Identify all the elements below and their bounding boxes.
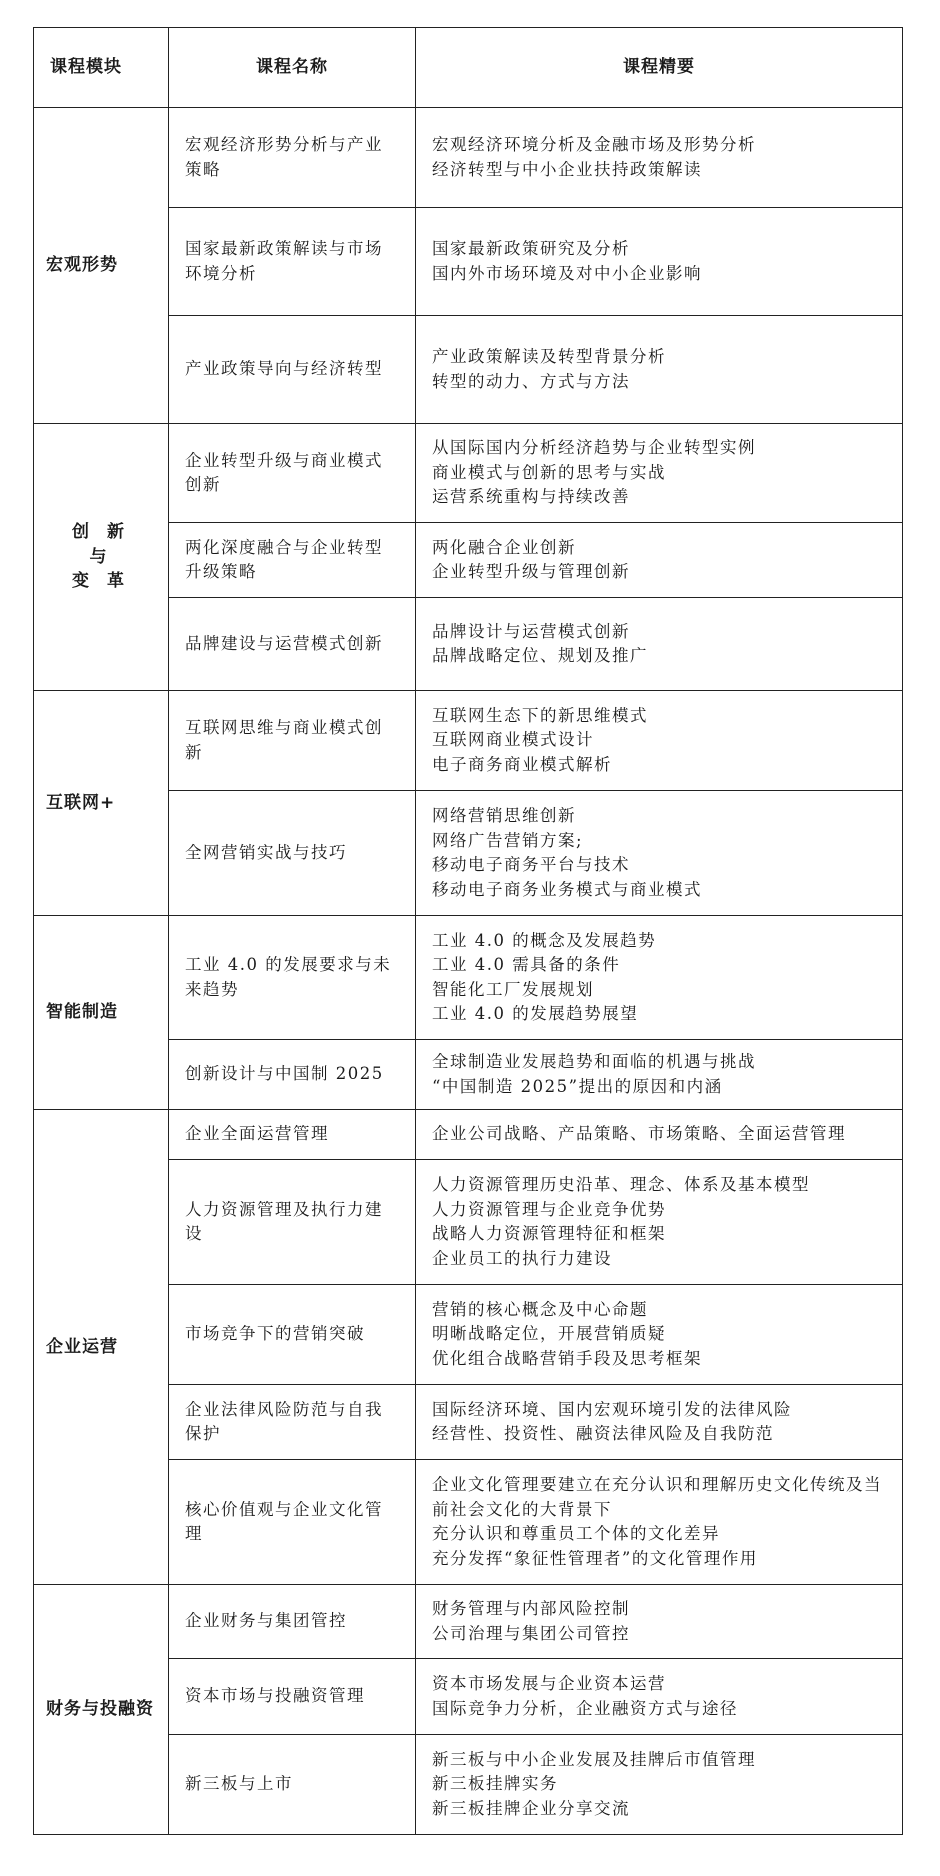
module-label-line: 创 新 xyxy=(72,522,130,543)
course-name xyxy=(169,791,416,916)
summary-point: 宏观经济环境分析及金融市场及形势分析 xyxy=(432,135,756,154)
course-summary xyxy=(416,1460,903,1585)
summary-point: 网络广告营销方案; xyxy=(432,830,584,850)
course-summary xyxy=(416,1735,903,1835)
course-name xyxy=(169,916,416,1040)
course-name xyxy=(169,1460,416,1585)
summary-point: 网络营销思维创新 xyxy=(432,806,576,825)
module-label xyxy=(34,108,169,424)
course-name-text: 宏观经济形势分析与产业策略 xyxy=(185,135,383,179)
summary-point: 产业政策解读及转型背景分析 xyxy=(432,347,666,366)
course-name xyxy=(169,208,416,316)
summary-point: 两化融合企业创新 xyxy=(432,537,576,557)
course-name xyxy=(169,598,416,691)
course-name-text: 核心价值观与企业文化管理 xyxy=(185,1499,383,1543)
course-name xyxy=(169,316,416,424)
summary-point: 转型的动力、方式与方法 xyxy=(432,371,630,391)
course-summary xyxy=(416,1585,903,1659)
course-name-text: 国家最新政策解读与市场环境分析 xyxy=(185,239,383,283)
summary-point: 国家最新政策研究及分析 xyxy=(432,239,630,258)
summary-point: 企业转型升级与管理创新 xyxy=(432,562,630,581)
summary-point: 财务管理与内部风险控制 xyxy=(432,1599,630,1618)
summary-point: 充分认识和尊重员工个体的文化差异 xyxy=(432,1524,720,1543)
table-row xyxy=(34,1585,903,1659)
course-name xyxy=(169,1160,416,1285)
summary-point: 电子商务商业模式解析 xyxy=(432,754,612,774)
summary-point: 工业 4.0 需具备的条件 xyxy=(432,955,621,974)
course-name-text: 产业政策导向与经济转型 xyxy=(185,359,383,379)
summary-point: 企业公司战略、产品策略、市场策略、全面运营管理 xyxy=(432,1124,846,1144)
course-summary xyxy=(416,916,903,1040)
course-name xyxy=(169,523,416,598)
course-name-text: 品牌建设与运营模式创新 xyxy=(185,633,383,653)
course-table xyxy=(33,27,903,1835)
summary-point: 明晰战略定位，开展营销质疑 xyxy=(432,1324,666,1344)
table-row xyxy=(34,1110,903,1160)
course-name xyxy=(169,1040,416,1110)
header-module: 课程模块 xyxy=(34,28,169,108)
module-label xyxy=(34,916,169,1110)
module-label xyxy=(34,1585,169,1835)
course-summary xyxy=(416,691,903,791)
summary-point: 企业员工的执行力建设 xyxy=(432,1248,612,1268)
course-name xyxy=(169,1110,416,1160)
course-name-text: 互联网思维与商业模式创新 xyxy=(185,718,383,762)
course-summary xyxy=(416,1110,903,1160)
module-label-line: 企业运营 xyxy=(46,1336,118,1357)
module-label xyxy=(34,1110,169,1585)
course-name-text: 企业财务与集团管控 xyxy=(185,1611,347,1631)
course-summary xyxy=(416,208,903,316)
course-name xyxy=(169,108,416,208)
summary-point: 互联网生态下的新思维模式 xyxy=(432,705,648,725)
course-summary xyxy=(416,523,903,598)
course-name xyxy=(169,1385,416,1460)
course-name-text: 资本市场与投融资管理 xyxy=(185,1686,365,1706)
course-name-text: 企业全面运营管理 xyxy=(185,1124,329,1144)
summary-point: 经营性、投资性、融资法律风险及自我防范 xyxy=(432,1424,774,1443)
table-body xyxy=(34,108,903,1835)
course-name-text: 新三板与上市 xyxy=(185,1774,293,1794)
course-name-text: 创新设计与中国制 2025 xyxy=(185,1064,384,1084)
summary-point: “中国制造 2025”提出的原因和内涵 xyxy=(432,1076,723,1096)
summary-point: 从国际国内分析经济趋势与企业转型实例 xyxy=(432,438,756,458)
summary-point: 工业 4.0 的概念及发展趋势 xyxy=(432,930,657,950)
course-summary xyxy=(416,1285,903,1385)
module-label-line: 变 革 xyxy=(72,571,130,592)
module-label-line: 智能制造 xyxy=(46,1002,118,1023)
module-label-line: 互联网+ xyxy=(46,792,116,813)
course-name xyxy=(169,1585,416,1659)
table-row xyxy=(34,108,903,208)
summary-point: 品牌设计与运营模式创新 xyxy=(432,621,630,641)
summary-point: 优化组合战略营销手段及思考框架 xyxy=(432,1348,702,1368)
header-course-name: 课程名称 xyxy=(169,28,416,108)
summary-point: 新三板挂牌企业分享交流 xyxy=(432,1798,630,1818)
summary-point: 运营系统重构与持续改善 xyxy=(432,487,630,507)
summary-point: 新三板挂牌实务 xyxy=(432,1774,558,1794)
summary-point: 营销的核心概念及中心命题 xyxy=(432,1299,648,1319)
course-summary xyxy=(416,108,903,208)
summary-point: 智能化工厂发展规划 xyxy=(432,979,594,999)
course-name-text: 人力资源管理及执行力建设 xyxy=(185,1199,383,1243)
summary-point: 移动电子商务业务模式与商业模式 xyxy=(432,879,702,899)
course-name-text: 工业 4.0 的发展要求与未来趋势 xyxy=(185,955,392,999)
course-summary xyxy=(416,1385,903,1460)
summary-point: 互联网商业模式设计 xyxy=(432,730,594,750)
summary-point: 商业模式与创新的思考与实战 xyxy=(432,462,666,482)
course-name-text: 市场竞争下的营销突破 xyxy=(185,1324,365,1344)
module-label xyxy=(34,424,169,691)
course-name xyxy=(169,1659,416,1735)
summary-point: 新三板与中小企业发展及挂牌后市值管理 xyxy=(432,1749,756,1769)
summary-point: 资本市场发展与企业资本运营 xyxy=(432,1674,666,1693)
summary-point: 全球制造业发展趋势和面临的机遇与挑战 xyxy=(432,1052,756,1071)
course-name xyxy=(169,1285,416,1385)
table-header-row xyxy=(34,28,903,108)
summary-point: 公司治理与集团公司管控 xyxy=(432,1623,630,1643)
summary-point: 战略人力资源管理特征和框架 xyxy=(432,1224,666,1243)
table-row xyxy=(34,691,903,791)
summary-point: 企业文化管理要建立在充分认识和理解历史文化传统及当前社会文化的大背景下 xyxy=(432,1475,882,1519)
summary-point: 国际经济环境、国内宏观环境引发的法律风险 xyxy=(432,1399,792,1419)
table-row xyxy=(34,916,903,1040)
summary-point: 移动电子商务平台与技术 xyxy=(432,855,630,874)
summary-point: 人力资源管理与企业竞争优势 xyxy=(432,1199,666,1219)
summary-point: 充分发挥“象征性管理者”的文化管理作用 xyxy=(432,1548,758,1568)
header-course-summary: 课程精要 xyxy=(416,28,903,108)
module-label-line: 与 xyxy=(89,546,113,567)
course-name-text: 企业法律风险防范与自我保护 xyxy=(185,1399,383,1443)
summary-point: 工业 4.0 的发展趋势展望 xyxy=(432,1004,639,1023)
course-summary xyxy=(416,791,903,916)
course-summary xyxy=(416,1040,903,1110)
course-summary xyxy=(416,1160,903,1285)
course-summary xyxy=(416,424,903,523)
module-label xyxy=(34,691,169,916)
summary-point: 品牌战略定位、规划及推广 xyxy=(432,646,648,665)
summary-point: 经济转型与中小企业扶持政策解读 xyxy=(432,159,702,179)
course-name-text: 企业转型升级与商业模式创新 xyxy=(185,450,383,494)
summary-point: 国内外市场环境及对中小企业影响 xyxy=(432,263,702,283)
module-label-line: 宏观形势 xyxy=(46,255,118,276)
course-name xyxy=(169,1735,416,1835)
course-summary xyxy=(416,316,903,424)
course-summary xyxy=(416,1659,903,1735)
summary-point: 人力资源管理历史沿革、理念、体系及基本模型 xyxy=(432,1175,810,1194)
table-row xyxy=(34,424,903,523)
course-name xyxy=(169,424,416,523)
summary-point: 国际竞争力分析，企业融资方式与途径 xyxy=(432,1698,738,1718)
course-summary xyxy=(416,598,903,691)
module-label-line: 财务与投融资 xyxy=(46,1699,154,1720)
course-name-text: 全网营销实战与技巧 xyxy=(185,842,347,862)
course-name-text: 两化深度融合与企业转型升级策略 xyxy=(185,537,383,581)
course-name xyxy=(169,691,416,791)
